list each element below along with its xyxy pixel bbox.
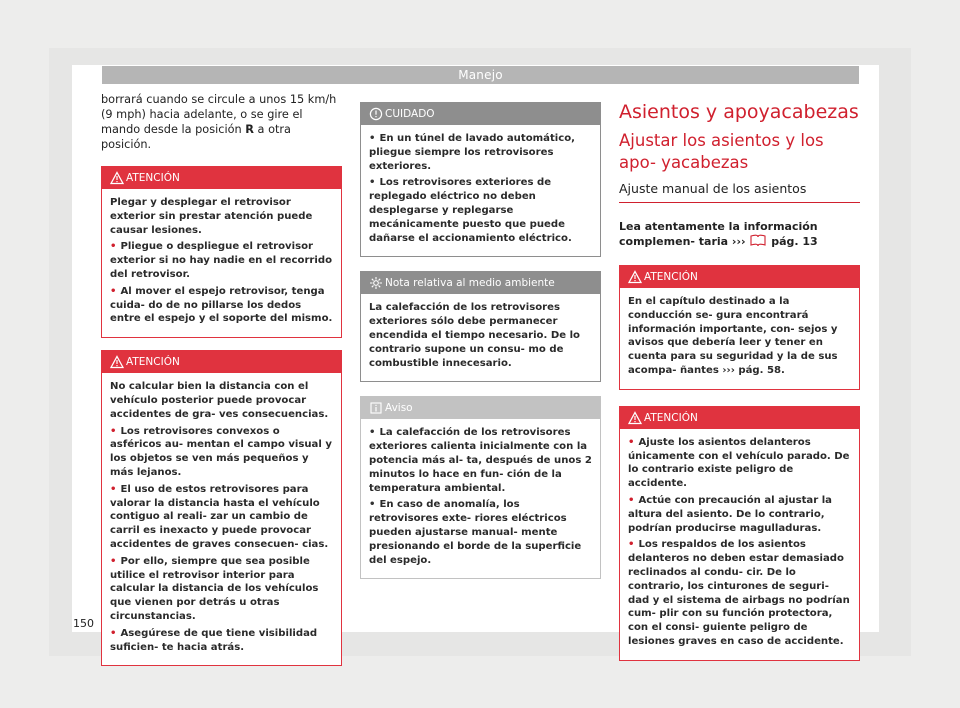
- warning-triangle-icon: [110, 171, 124, 185]
- warning-box-distance: [101, 350, 342, 666]
- warning-box-mirror-fold: [101, 166, 342, 338]
- warning-triangle-icon: [628, 270, 642, 284]
- notice-header: [361, 397, 600, 419]
- list-item: • En un túnel de lavado automático, pliegue siempre los retrovisores exteriores.: [369, 133, 575, 172]
- warning-text: En el capítulo destinado a la conducción se- gura encontrará información importante, con- sejos y avisos que debería leer y tener en cuenta para su seguridad y la de sus acompa- ñantes ››› pág. 58.: [628, 296, 838, 376]
- notice-title: Aviso: [385, 402, 413, 415]
- chapter-title: Asientos y apoyacabezas: [619, 101, 859, 123]
- warning-header: [620, 407, 859, 429]
- list-item: • El uso de estos retrovisores para valorar la distancia hasta el vehículo contiguo al reali- zar un cambio de carril es inexacto y puede provocar accidentes de graves consecuen- cias.: [110, 483, 329, 550]
- warning-box-safety: [619, 265, 860, 390]
- list-item: • La calefacción de los retrovisores exteriores calienta inicialmente con la potencia más al- ta, después de unos 2 minutos lo hace en fun- ción de la temperatura ambiental.: [369, 427, 592, 494]
- list-item: • Los respaldos de los asientos delanteros no deben estar demasiado reclinados al condu- cir. De lo contrario, los cinturones de seguri- dad y el sistema de airbags no podrían cum- plir con su función protectora, con el consi- guiente peligro de lesiones graves en caso de accidente.: [628, 539, 850, 647]
- page-number: 150: [73, 617, 94, 630]
- environment-title: Nota relativa al medio ambiente: [385, 277, 555, 290]
- list-item: • Actúe con precaución al ajustar la altura del asiento. De lo contrario, podrían producirse magulladuras.: [628, 494, 832, 534]
- caution-body: [361, 125, 600, 256]
- environment-body: [361, 294, 600, 381]
- info-square-icon: [369, 401, 383, 415]
- warning-header: [102, 167, 341, 189]
- info-circle-icon: [369, 107, 383, 121]
- warning-body: [620, 429, 859, 660]
- environment-leaf-icon: [369, 276, 383, 290]
- warning-title: ATENCIÓN: [644, 271, 698, 283]
- book-icon: [749, 234, 767, 247]
- column-2: [360, 102, 601, 579]
- environment-note-box: [360, 271, 601, 382]
- warning-body: [102, 373, 341, 665]
- notice-box: [360, 396, 601, 579]
- warning-lead: No calcular bien la distancia con el vehículo posterior puede provocar accidentes de gra- ves consecuencias.: [110, 381, 329, 420]
- list-item: • Por ello, siempre que sea posible utilice el retrovisor interior para calcular la distancia de los vehículos que vienen por detrás u otras circunstancias.: [110, 555, 319, 622]
- list-item: • Al mover el espejo retrovisor, tenga cuida- do de no pillarse los dedos entre el espejo y el soporte del mismo.: [110, 285, 333, 325]
- column-1: [101, 92, 342, 666]
- warning-title: ATENCIÓN: [126, 172, 180, 184]
- list-item: • En caso de anomalía, los retrovisores exte- riores eléctricos pueden ajustarse manual- mente presionando el borde de la superficie del espejo.: [369, 499, 582, 566]
- warning-header: [620, 266, 859, 288]
- page-link[interactable]: pág. 58: [738, 364, 782, 376]
- notice-body: [361, 419, 600, 578]
- list-item: • Los retrovisores convexos o asféricos au- mentan el campo visual y los objetos se ven más pequeños y más lejanos.: [110, 425, 332, 478]
- section-header: Manejo: [102, 66, 859, 84]
- warning-box-seats: [619, 406, 860, 661]
- warning-header: [102, 351, 341, 373]
- warning-lead: Plegar y desplegar el retrovisor exterior sin prestar atención puede causar lesiones.: [110, 197, 313, 236]
- list-item: • Asegúrese de que tiene visibilidad suficien- te hacia atrás.: [110, 627, 318, 653]
- caution-title: CUIDADO: [385, 108, 435, 120]
- warning-title: ATENCIÓN: [644, 411, 698, 424]
- warning-body: [102, 189, 341, 337]
- caution-box: [360, 102, 601, 257]
- ref-arrows: ›››: [731, 235, 746, 248]
- caution-header: [361, 103, 600, 125]
- page-link[interactable]: pág. 13: [771, 235, 818, 248]
- list-item: • Los retrovisores exteriores de replegado eléctrico no deben desplegarse y replegarse mecánicamente puesto que puede dañarse el accionamiento eléctrico.: [369, 177, 572, 244]
- section-title: Ajustar los asientos y los apo- yacabezas: [619, 131, 824, 172]
- intro-paragraph: borrará cuando se circule a unos 15 km/h (9 mph) hacia adelante, o se gire el mando desde la posición R a otra posición.: [101, 93, 337, 151]
- environment-header: [361, 272, 600, 294]
- warning-triangle-icon: [628, 411, 642, 425]
- warning-body: [620, 288, 859, 389]
- list-item: • Pliegue o despliegue el retrovisor exterior si no hay nadie en el recorrido del retrovisor.: [110, 241, 333, 280]
- list-item: • Ajuste los asientos delanteros únicamente con el vehículo parado. De lo contrario existe peligro de accidente.: [628, 436, 850, 490]
- subsection-title: Ajuste manual de los asientos: [619, 180, 860, 203]
- warning-title: ATENCIÓN: [126, 356, 180, 369]
- column-3: [619, 100, 860, 661]
- cross-reference: Lea atentamente la información complemen- taria ››› pág. 13: [619, 220, 818, 248]
- environment-text: La calefacción de los retrovisores exteriores sólo debe permanecer encendida el tiempo necesario. De lo contrario supone un consu- mo de combustible innecesario.: [369, 302, 580, 369]
- warning-triangle-icon: [110, 355, 124, 369]
